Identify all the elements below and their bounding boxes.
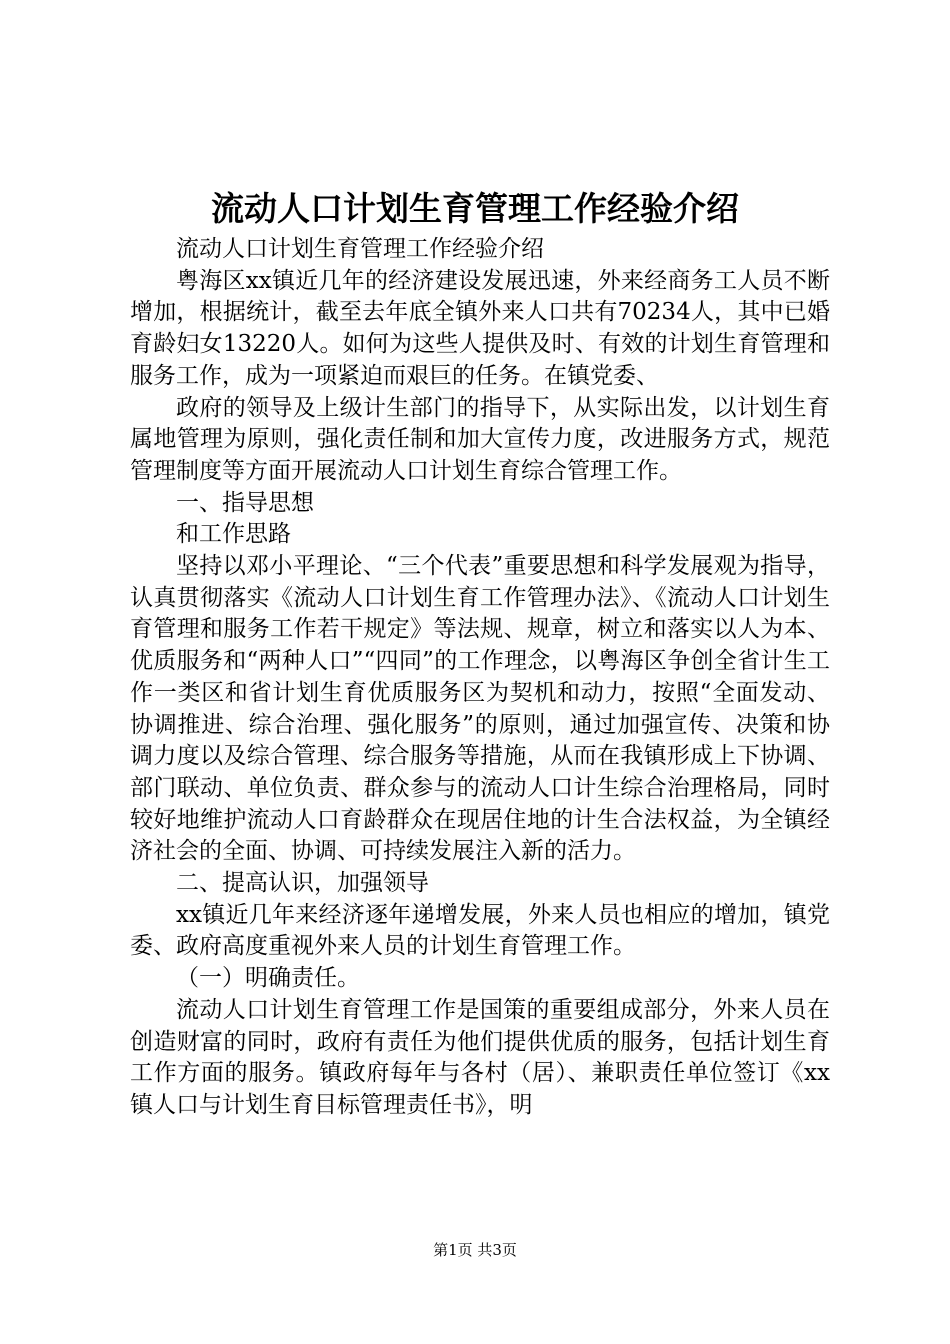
page-footer: 第1页 共3页 [433, 1241, 517, 1259]
paragraph-intro: 粤海区xx镇近几年的经济建设发展迅速，外来经商务工人员不断增加，根据统计，截至去年底全镇外来人口共有70234人，其中已婚育龄妇女13220人。如何为这些人提供及时、有效的计划生育管理和服务工作，成为一项紧迫而艰巨的任务。在镇党委、 [130, 267, 830, 389]
section-heading-1: 一、指导思想 [176, 489, 314, 516]
paragraph-responsibility: 流动人口计划生育管理工作是国策的重要组成部分，外来人员在创造财富的同时，政府有责任为他们提供优质的服务，包括计划生育工作方面的服务。镇政府每年与各村（居）、兼职责任单位签订《xx镇人口与计划生育目标管理责任书》，明 [130, 996, 830, 1118]
section-heading-1-continued: 和工作思路 [176, 521, 291, 548]
document-title: 流动人口计划生育管理工作经验介绍 [211, 189, 739, 228]
document-body [130, 234, 830, 1122]
section-heading-2: 二、提高认识，加强领导 [176, 870, 429, 897]
paragraph-intro-continued: 政府的领导及上级计生部门的指导下，从实际出发，以计划生育属地管理为原则，强化责任制和加大宣传力度，改进服务方式，规范管理制度等方面开展流动人口计划生育综合管理工作。 [130, 394, 830, 484]
subsection-heading-1: （一）明确责任。 [176, 965, 360, 992]
paragraph-guiding-thought: 坚持以邓小平理论、“三个代表”重要思想和科学发展观为指导，认真贯彻落实《流动人口计划生育工作管理办法》、《流动人口计划生育管理和服务工作若干规定》等法规、规章，树立和落实以人为本、优质服务和“两种人口”“四同”的工作理念，以粤海区争创全省计生工作一类区和省计划生育优质服务区为契机和动力，按照“全面发动、协调推进、综合治理、强化服务”的原则，通过加强宣传、决策和协调力度以及综合管理、综合服务等措施，从而在我镇形成上下协调、部门联动、单位负责、群众参与的流动人口计生综合治理格局，同时较好地维护流动人口育龄群众在现居住地的计生合法权益，为全镇经济社会的全面、协调、可持续发展注入新的活力。 [130, 553, 830, 865]
paragraph-leadership: xx镇近几年来经济逐年递增发展，外来人员也相应的增加，镇党委、政府高度重视外来人员的计划生育管理工作。 [130, 901, 830, 960]
paragraph-subtitle: 流动人口计划生育管理工作经验介绍 [176, 236, 544, 262]
